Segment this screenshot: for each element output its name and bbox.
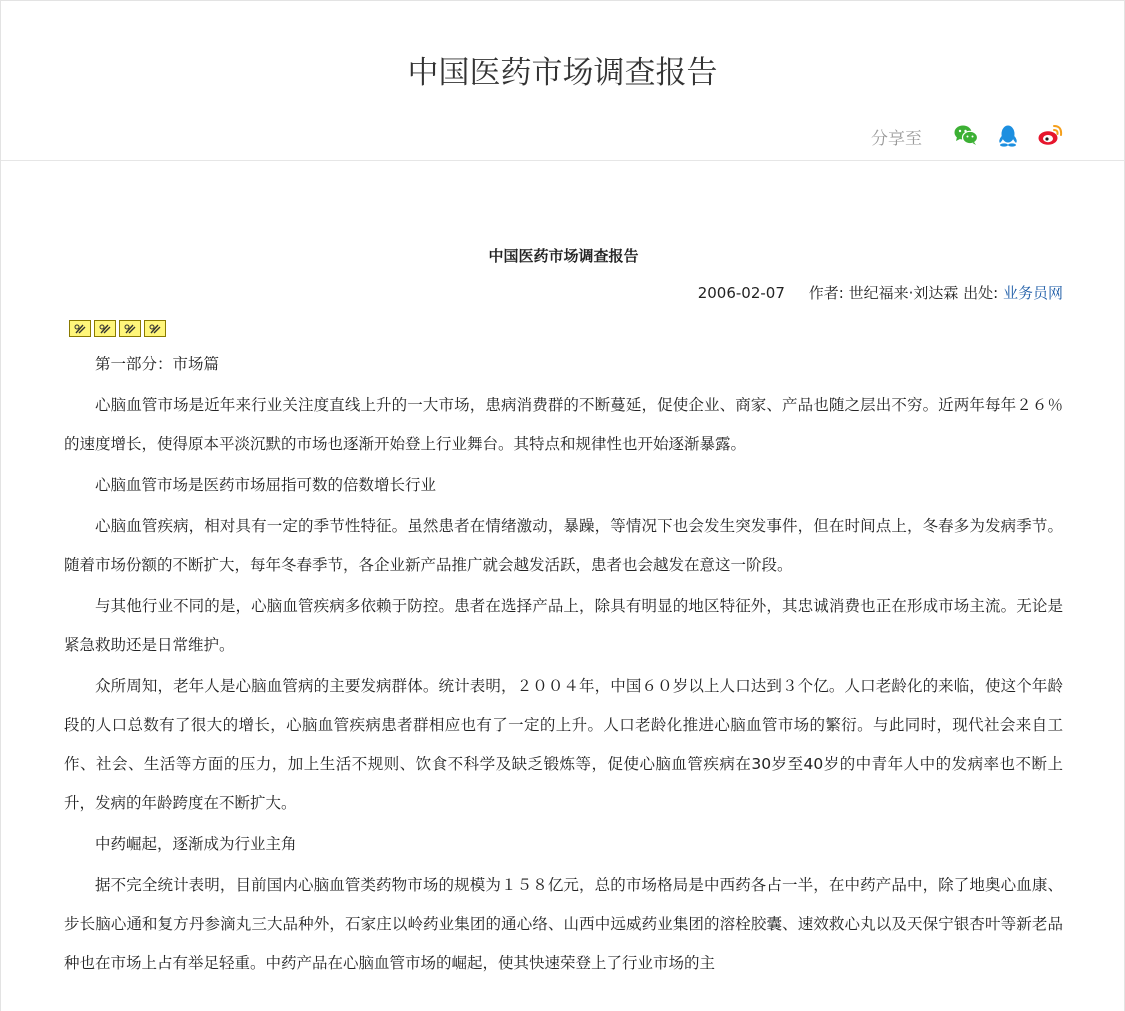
paragraph: 第一部分：市场篇: [95, 355, 220, 373]
source-link[interactable]: 业务员网: [1002, 284, 1063, 302]
share-label: 分享至: [871, 128, 922, 149]
article-meta: [64, 283, 1063, 303]
rating-star-icon: [144, 320, 166, 337]
article-body: [64, 345, 1063, 983]
paragraph: 据不完全统计表明，目前国内心脑血管类药物市场的规模为１５８亿元，总的市场格局是中西药各占一半，在中药产品中，除了地奥心血康、步长脑心通和复方丹参滴丸三大品种外，石家庄以岭药业集团的通心络、山西中远威药业集团的溶栓胶囊、速效救心丸以及天保宁银杏叶等新老品种也在市场上占有举足轻重。中药产品在心脑血管市场的崛起，使其快速荣登上了行业市场的主: [64, 876, 1063, 972]
wechat-icon[interactable]: [954, 124, 978, 148]
paragraph: 心脑血管市场是医药市场屈指可数的倍数增长行业: [95, 476, 437, 494]
paragraph: 心脑血管市场是近年来行业关注度直线上升的一大市场，患病消费群的不断蔓延，促使企业、商家、产品也随之层出不穷。近两年每年２６％的速度增长，使得原本平淡沉默的市场也逐渐开始登上行业舞台。其特点和规律性也开始逐渐暴露。: [64, 396, 1063, 453]
paragraph: 中药崛起，逐渐成为行业主角: [95, 835, 297, 853]
rating-star-icon: [94, 320, 116, 337]
paragraph: 众所周知，老年人是心脑血管病的主要发病群体。统计表明，２００４年，中国６０岁以上人口达到３个亿。人口老龄化的来临，使这个年龄段的人口总数有了很大的增长，心脑血管疾病患者群相应也有了一定的上升。人口老龄化推进心脑血管市场的繁衍。与此同时，现代社会来自工作、社会、生活等方面的压力，加上生活不规则、饮食不科学及缺乏锻炼等，促使心脑血管疾病在30岁至40岁的中青年人中的发病率也不断上升，发病的年龄跨度在不断扩大。: [64, 677, 1063, 812]
rating-star-icon: [69, 320, 91, 337]
rating-star-icon: [119, 320, 141, 337]
page-title: 中国医药市场调查报告: [407, 55, 718, 91]
page-header: [1, 1, 1124, 161]
author-name: 世纪福来·刘达霖: [848, 284, 959, 302]
qq-icon[interactable]: [996, 124, 1020, 148]
source-label: 出处:: [963, 284, 999, 302]
weibo-icon[interactable]: [1038, 124, 1062, 148]
author-label: 作者:: [808, 284, 844, 302]
article-date: 2006-02-07: [697, 284, 785, 302]
share-bar: [871, 121, 1062, 151]
paragraph: 与其他行业不同的是，心脑血管疾病多依赖于防控。患者在选择产品上，除具有明显的地区特征外，其忠诚消费也正在形成市场主流。无论是紧急救助还是日常维护。: [64, 597, 1063, 654]
rating-stars: [69, 320, 1063, 338]
article: [64, 241, 1063, 983]
article-title: 中国医药市场调查报告: [488, 247, 639, 265]
paragraph: 心脑血管疾病，相对具有一定的季节性特征。虽然患者在情绪激动，暴躁，等情况下也会发生突发事件，但在时间点上，冬春多为发病季节。随着市场份额的不断扩大，每年冬春季节，各企业新产品推广就会越发活跃，患者也会越发在意这一阶段。: [64, 517, 1063, 574]
